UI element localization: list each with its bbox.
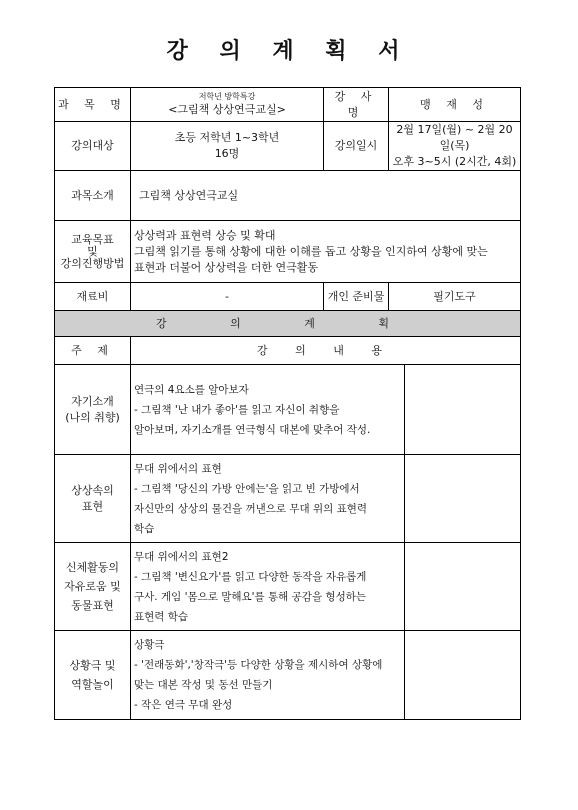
session-content-line: - 그림책 '변신요가'를 읽고 다양한 동작을 자유롭게 (134, 570, 367, 583)
session-content-line: - 그림책 '당신의 가방 안에는'을 읽고 빈 가방에서 (134, 482, 360, 495)
prep-value: 필기도구 (389, 283, 521, 311)
session-empty-cell (405, 631, 521, 720)
session-row (55, 631, 521, 720)
instructor-label: 강 사 명 (324, 88, 389, 122)
content-header: 강 의 내 용 (131, 337, 521, 365)
goal-label-3: 강의진행방법 (60, 256, 125, 270)
material-value: - (131, 283, 324, 311)
course-row (55, 88, 521, 122)
goal-label-2: 및 (87, 244, 98, 258)
session-content-line: 상황극 (134, 639, 165, 651)
date-label: 강의일시 (324, 122, 389, 171)
course-name-cell (131, 88, 324, 122)
target-cell (131, 122, 324, 171)
target-row (55, 122, 521, 171)
session-topic (55, 631, 131, 720)
goal-line-1: 상상력과 표현력 상승 및 확대 (134, 228, 276, 242)
session-content-line: 자신만의 상상의 물건을 꺼낸으로 무대 위의 표현력 (134, 502, 368, 515)
session-row (55, 455, 521, 543)
course-name: <그림책 상상연극교실> (168, 102, 286, 116)
session-content-line: - '전래동화','창작극'등 다양한 상황을 제시하여 상황에 (134, 659, 383, 671)
session-topic-line: 자유로움 및 (64, 580, 121, 593)
plan-column-header-row (55, 337, 521, 365)
session-content-line: 표현력 학습 (134, 610, 189, 623)
session-row (55, 543, 521, 631)
date-line-1: 2월 17일(월) ~ 2월 20일(목) (396, 123, 513, 152)
goal-label-1: 교육목표 (71, 232, 114, 246)
intro-label: 과목소개 (55, 171, 131, 221)
session-content (131, 455, 405, 543)
material-row (55, 283, 521, 311)
course-label: 과 목 명 (55, 88, 131, 122)
topic-header: 주 제 (55, 337, 131, 365)
plan-header: 강 의 계 획 (55, 311, 521, 337)
session-topic-line: 동물표현 (71, 599, 114, 612)
session-topic-line: 신체활동의 (65, 561, 120, 574)
session-empty-cell (405, 455, 521, 543)
session-content-line: 연극의 4요소를 알아보자 (134, 383, 249, 396)
goal-row (55, 221, 521, 283)
target-line-1: 초등 저학년 1~3학년 (174, 131, 280, 144)
session-topic (55, 365, 131, 455)
goal-content (131, 221, 521, 283)
date-cell (389, 122, 521, 171)
session-content (131, 543, 405, 631)
intro-row (55, 171, 521, 221)
goal-line-3: 표현과 더불어 상상력을 더한 연극활동 (134, 260, 319, 274)
session-content-line: - 작은 연극 무대 완성 (134, 699, 233, 711)
session-topic-line: 상황극 및 (69, 659, 116, 672)
session-topic-line: 역할놀이 (71, 678, 114, 691)
intro-text: 그림책 상상연극교실 (131, 171, 521, 221)
goal-label-cell (55, 221, 131, 283)
target-line-2: 16명 (214, 147, 240, 160)
session-topic (55, 543, 131, 631)
session-topic-line: 표현 (81, 499, 104, 513)
session-content-line: 구사. 게임 '몸으로 말해요'를 통해 공감을 형성하는 (134, 590, 366, 603)
session-topic-line: 자기소개 (71, 394, 114, 408)
session-topic (55, 455, 131, 543)
prep-label: 개인 준비물 (324, 283, 389, 311)
session-content-line: 학습 (134, 522, 155, 535)
session-content-line: 알아보며, 자기소개를 연극형식 대본에 맞추어 작성. (134, 423, 371, 436)
session-content-line: - 그림책 '난 내가 좋아'를 읽고 자신이 취향을 (134, 403, 340, 416)
session-empty-cell (405, 543, 521, 631)
instructor-name: 맹 재 성 (389, 88, 521, 122)
session-content (131, 631, 405, 720)
session-empty-cell (405, 365, 521, 455)
target-label: 강의대상 (55, 122, 131, 171)
session-content-line: 맞는 대본 작성 및 동선 만들기 (134, 679, 273, 691)
goal-line-2: 그림책 읽기를 통해 상황에 대한 이해를 돕고 상황을 인지하여 상황에 맞는 (134, 244, 488, 258)
session-content-line: 무대 위에서의 표현 (134, 462, 222, 475)
date-line-2: 오후 3~5시 (2시간, 4회) (392, 155, 517, 168)
course-subtitle: 저학년 방학특강 (198, 91, 256, 101)
plan-band-row (55, 311, 521, 337)
session-content (131, 365, 405, 455)
session-row (55, 365, 521, 455)
document-title: 강 의 계 획 서 (166, 39, 412, 64)
lecture-plan-table (54, 87, 521, 720)
session-topic-line: (나의 취향) (65, 410, 120, 424)
material-label: 재료비 (55, 283, 131, 311)
session-topic-line: 상상속의 (71, 483, 114, 497)
session-content-line: 무대 위에서의 표현2 (134, 550, 229, 563)
